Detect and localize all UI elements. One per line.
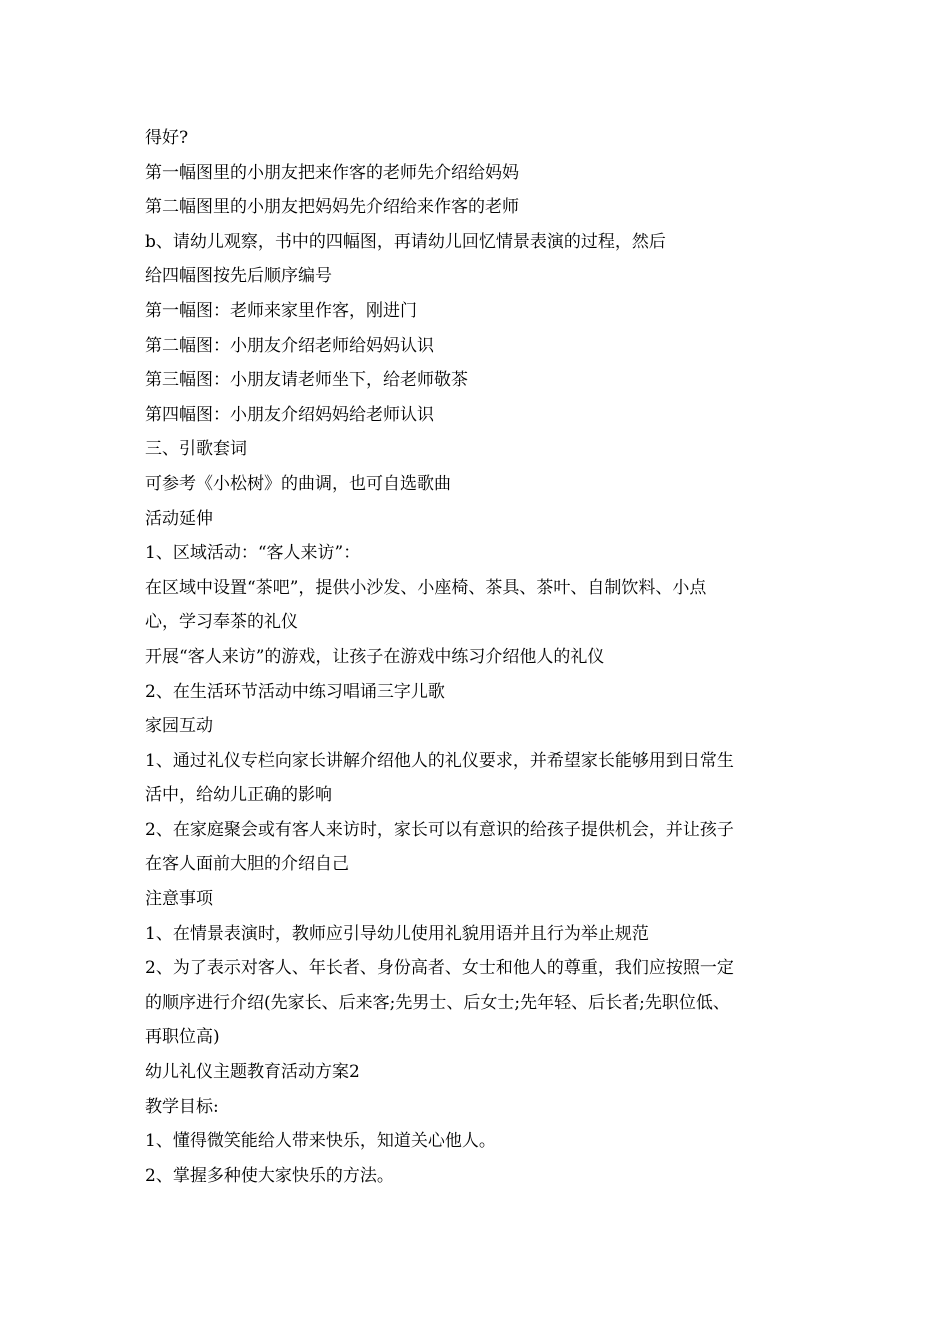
section-heading: 注意事项 (145, 889, 213, 910)
text-line: 2、在家庭聚会或有客人来访时，家长可以有意识的给孩子提供机会，并让孩子 (145, 819, 734, 840)
section-heading: 家园互动 (145, 716, 213, 737)
text-line: 2、掌握多种使大家快乐的方法。 (145, 1165, 394, 1186)
text-line: 1、区域活动：“客人来访”： (145, 543, 361, 564)
text-line: 第三幅图：小朋友请老师坐下，给老师敬茶 (145, 370, 468, 391)
text-line: b、请幼儿观察，书中的四幅图，再请幼儿回忆情景表演的过程，然后 (145, 231, 666, 252)
text-line: 可参考《小松树》的曲调，也可自选歌曲 (145, 473, 451, 494)
text-line: 心，学习奉茶的礼仪 (145, 612, 298, 633)
text-line: 1、在情景表演时，教师应引导幼儿使用礼貌用语并且行为举止规范 (145, 923, 649, 944)
text-line: 开展“客人来访”的游戏，让孩子在游戏中练习介绍他人的礼仪 (145, 646, 605, 667)
text-line: 得好? (145, 128, 189, 148)
document-title: 幼儿礼仪主题教育活动方案2 (145, 1062, 360, 1083)
text-line: 的顺序进行介绍(先家长、后来客;先男士、后女士;先年轻、后长者;先职位低、 (145, 992, 730, 1013)
text-line: 第四幅图：小朋友介绍妈妈给老师认识 (145, 404, 434, 425)
text-line: 2、在生活环节活动中练习唱诵三字儿歌 (145, 681, 445, 702)
text-line: 1、懂得微笑能给人带来快乐，知道关心他人。 (145, 1131, 496, 1152)
text-line: 第一幅图：老师来家里作客，刚进门 (145, 300, 417, 321)
text-line: 第二幅图：小朋友介绍老师给妈妈认识 (145, 335, 434, 356)
text-line: 1、通过礼仪专栏向家长讲解介绍他人的礼仪要求，并希望家长能够用到日常生 (145, 750, 734, 771)
section-heading: 三、引歌套词 (145, 439, 247, 460)
text-line: 在区域中设置“茶吧”，提供小沙发、小座椅、茶具、茶叶、自制饮料、小点 (145, 577, 707, 598)
section-heading: 活动延伸 (145, 508, 213, 529)
text-line: 给四幅图按先后顺序编号 (145, 266, 332, 287)
text-line: 2、为了表示对客人、年长者、身份高者、女士和他人的尊重，我们应按照一定 (145, 958, 734, 979)
section-heading: 教学目标: (145, 1096, 219, 1117)
text-line: 活中，给幼儿正确的影响 (145, 785, 332, 806)
text-line: 在客人面前大胆的介绍自己 (145, 854, 349, 875)
text-line: 再职位高) (145, 1027, 220, 1048)
text-line: 第二幅图里的小朋友把妈妈先介绍给来作客的老师 (145, 197, 519, 218)
text-line: 第一幅图里的小朋友把来作客的老师先介绍给妈妈 (145, 162, 519, 183)
document-body (145, 121, 813, 1193)
